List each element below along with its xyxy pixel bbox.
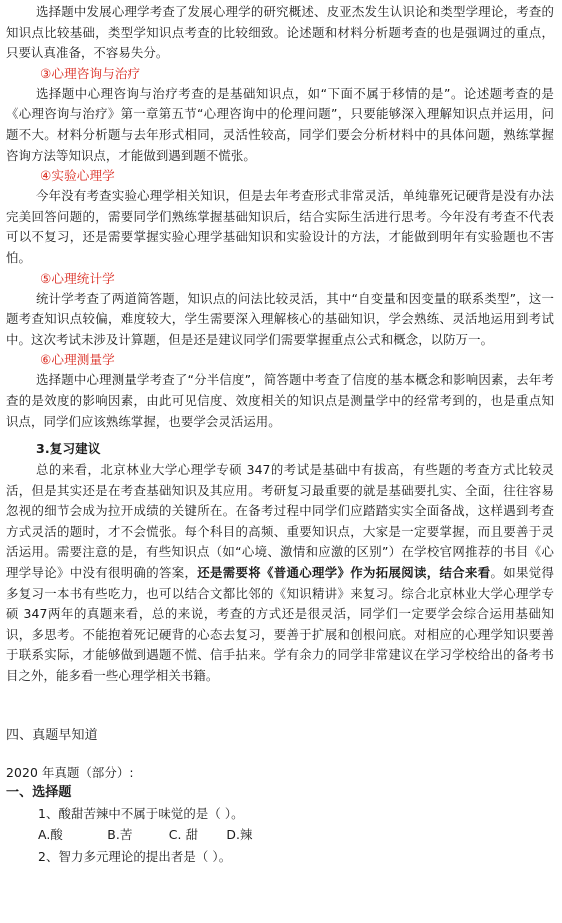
section-measurement-body: 选择题中心理测量学考查了“分半信度”，简答题中考查了信度的基本概念和影响因素，去年考查的是效度的影响因素，由此可见信度、效度相关的知识点是测量学中的经常考到的，也是重点知识点，同学们应该熟练掌握，也要学会灵活运用。 — [6, 372, 554, 429]
section-experimental-title: ④实验心理学 — [40, 168, 115, 184]
review-text-bold: 还是需要将《普通心理学》作为拓展阅读，结合来看 — [197, 565, 491, 581]
review-paragraph — [6, 460, 554, 687]
review-heading: 3.复习建议 — [36, 441, 101, 457]
exam-year-label: 2020 年真题（部分）: — [6, 764, 134, 780]
choice-heading: 一、选择题 — [6, 784, 72, 800]
question-1-options: A.酸 B.苦 C. 甜 D.辣 — [38, 826, 253, 842]
section-four-heading: 四、真题早知道 — [6, 727, 98, 743]
section-counseling-title: ③心理咨询与治疗 — [40, 65, 141, 81]
section-measurement-title: ⑥心理测量学 — [40, 352, 115, 368]
intro-paragraph: 选择题中发展心理学考查了发展心理学的研究概述、皮亚杰发生认识论和类型学理论，考查的知识点比较基础，类型学知识点考查的比较细致。论述题和材料分析题考查的也是强调过的重点，只要认真准备，不容易失分。 — [6, 4, 554, 61]
section-counseling-body: 选择题中心理咨询与治疗考查的是基础知识点，如“下面不属于移情的是”。论述题考查的是《心理咨询与治疗》第一章第五节“心理咨询中的伦理问题”，只要能够深入理解知识点并运用，问题不大。材料分析题与去年形式相同，灵活性较高，同学们要会分析材料中的具体问题，熟练掌握咨询方法等知识点，才能做到遇到题不慌张。 — [6, 85, 554, 163]
question-2: 2、智力多元理论的提出者是（ ）。 — [38, 848, 232, 864]
question-1: 1、酸甜苦辣中不属于味觉的是（ ）。 — [38, 805, 244, 821]
section-experimental-body: 今年没有考查实验心理学相关知识，但是去年考查形式非常灵活，单纯靠死记硬背是没有办法完美回答问题的，需要同学们熟练掌握基础知识后，结合实际生活进行思考。今年没有考查不代表可以不复习，还是需要掌握实验心理学基础知识和实验设计的方法，才能做到明年有实验题也不害怕。 — [6, 188, 554, 265]
section-statistics-body: 统计学考查了两道简答题，知识点的问法比较灵活，其中“自变量和因变量的联系类型”，这一题考查知识点较偏，难度较大，学生需要深入理解核心的基础知识，学会熟练、灵活地运用到考试中。这次考试未涉及计算题，但是还是建议同学们需要掌握重点公式和概念，以防万一。 — [6, 290, 554, 347]
review-text-b: 。如果觉得多复习一本书有些吃力，也可以结合文都比邻的《知识精讲》来复习。综合北京林业大学心理学专硕 347两年的真题来看，总的来说，考查的方式还是很灵活，同学们一定要学会综合运用基础知识，多思考。不能抱着死记硬背的心态去复习，要善于扩展和创根问底。对相应的心理学知识要善于联系实际，才能够做到遇题不慌、信手拈来。学有余力的同学非常建议在学习学校给出的备考书目之外，能多看一些心理学相关书籍。 — [6, 565, 554, 684]
review-text-a: 总的来看，北京林业大学心理学专硕 347的考试是基础中有拔高，有些题的考查方式比较灵活，但是其实还是在考查基础知识及其应用。考研复习最重要的就是基础要扎实、全面，往往容易忽视的细节会成为拉开成绩的关键所在。在备考过程中同学们应踏踏实实全面备战，这样遇到考查方式灵活的题时，才不会慌张。每个科目的高频、重要知识点，大家是一定要掌握，而且要善于灵活运用。需要注意的是，有些知识点（如“心境、激情和应激的区别”）在学校官网推荐的书目《心理学导论》中没有很明确的答案， — [6, 462, 554, 581]
section-statistics-title: ⑤心理统计学 — [40, 270, 115, 286]
